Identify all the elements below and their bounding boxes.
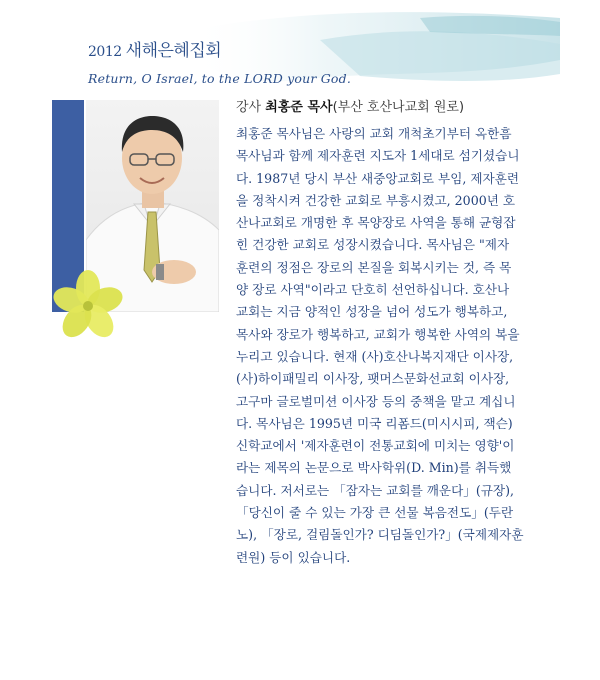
bio-line: 노), 「장로, 걸림돌인가? 디딤돌인가?」(국제제자훈 (236, 527, 524, 543)
page-title (88, 36, 351, 61)
bio-line: 련원) 등이 있습니다. (236, 549, 351, 565)
page-subtitle: Return, O Israel, to the LORD your God. (88, 71, 351, 86)
bio-line: 고구마 글로벌미션 이사장 등의 중책을 맡고 계십니 (236, 393, 516, 409)
bio-line: 목사와 장로가 행복하고, 교회가 행복한 사역의 복을 (236, 326, 520, 342)
header-block (88, 36, 351, 86)
bio-line: 다. 목사님은 1995년 미국 리폼드(미시시피, 잭슨) (236, 415, 513, 431)
bio-line: 교회는 지금 양적인 성장을 넘어 성도가 행복하고, (236, 304, 508, 320)
bio-line: 신학교에서 '제자훈련이 전통교회에 미치는 영향'이 (236, 438, 515, 454)
bio-line: 습니다. 저서로는 「잠자는 교회를 깨운다」(규장), (236, 482, 515, 498)
bio-line: 최홍준 목사님은 사랑의 교회 개척초기부터 옥한흠 (236, 126, 512, 141)
title-text: 새해은혜집회 (125, 41, 222, 61)
speaker-label: 강사 (236, 100, 262, 115)
bio-line: 훈련의 정점은 장로의 본질을 회복시키는 것, 즉 목 (236, 259, 512, 275)
flower-graphic (52, 270, 124, 342)
bio-line: (사)하이패밀리 이사장, 팻머스문화선교회 이사장, (236, 371, 510, 387)
title-year: 2012 (88, 44, 122, 60)
bio-line: 을 정착시켜 건강한 교회로 부흥시켰고, 2000년 호 (236, 192, 516, 208)
bio-line: 「당신이 줄 수 있는 가장 큰 선물 복음전도」(두란 (236, 505, 514, 521)
bio-line: 목사님과 함께 제자훈련 지도자 1세대로 섬기셨습니 (236, 148, 520, 164)
bio-line: 다. 1987년 당시 부산 새중앙교회로 부임, 제자훈련 (236, 170, 520, 186)
bio-line: 누리고 있습니다. 현재 (사)호산나복지재단 이사장, (236, 348, 514, 364)
bio-line: 산나교회로 개명한 후 목양장로 사역을 통해 균형잡 (236, 215, 516, 231)
speaker-bio (236, 123, 560, 569)
speaker-name: 최홍준 목사 (265, 100, 333, 115)
bio-line: 양 장로 사역"이라고 단호히 선언하십니다. 호산나 (236, 282, 510, 298)
speaker-affiliation: (부산 호산나교회 원로) (332, 100, 465, 115)
speaker-info (236, 96, 464, 115)
bio-line: 힌 건강한 교회로 성장시켰습니다. 목사님은 "제자 (236, 237, 510, 253)
yellow-flower-icon (52, 270, 124, 342)
bio-line: 라는 제목의 논문으로 박사학위(D. Min)를 취득했 (236, 460, 512, 476)
